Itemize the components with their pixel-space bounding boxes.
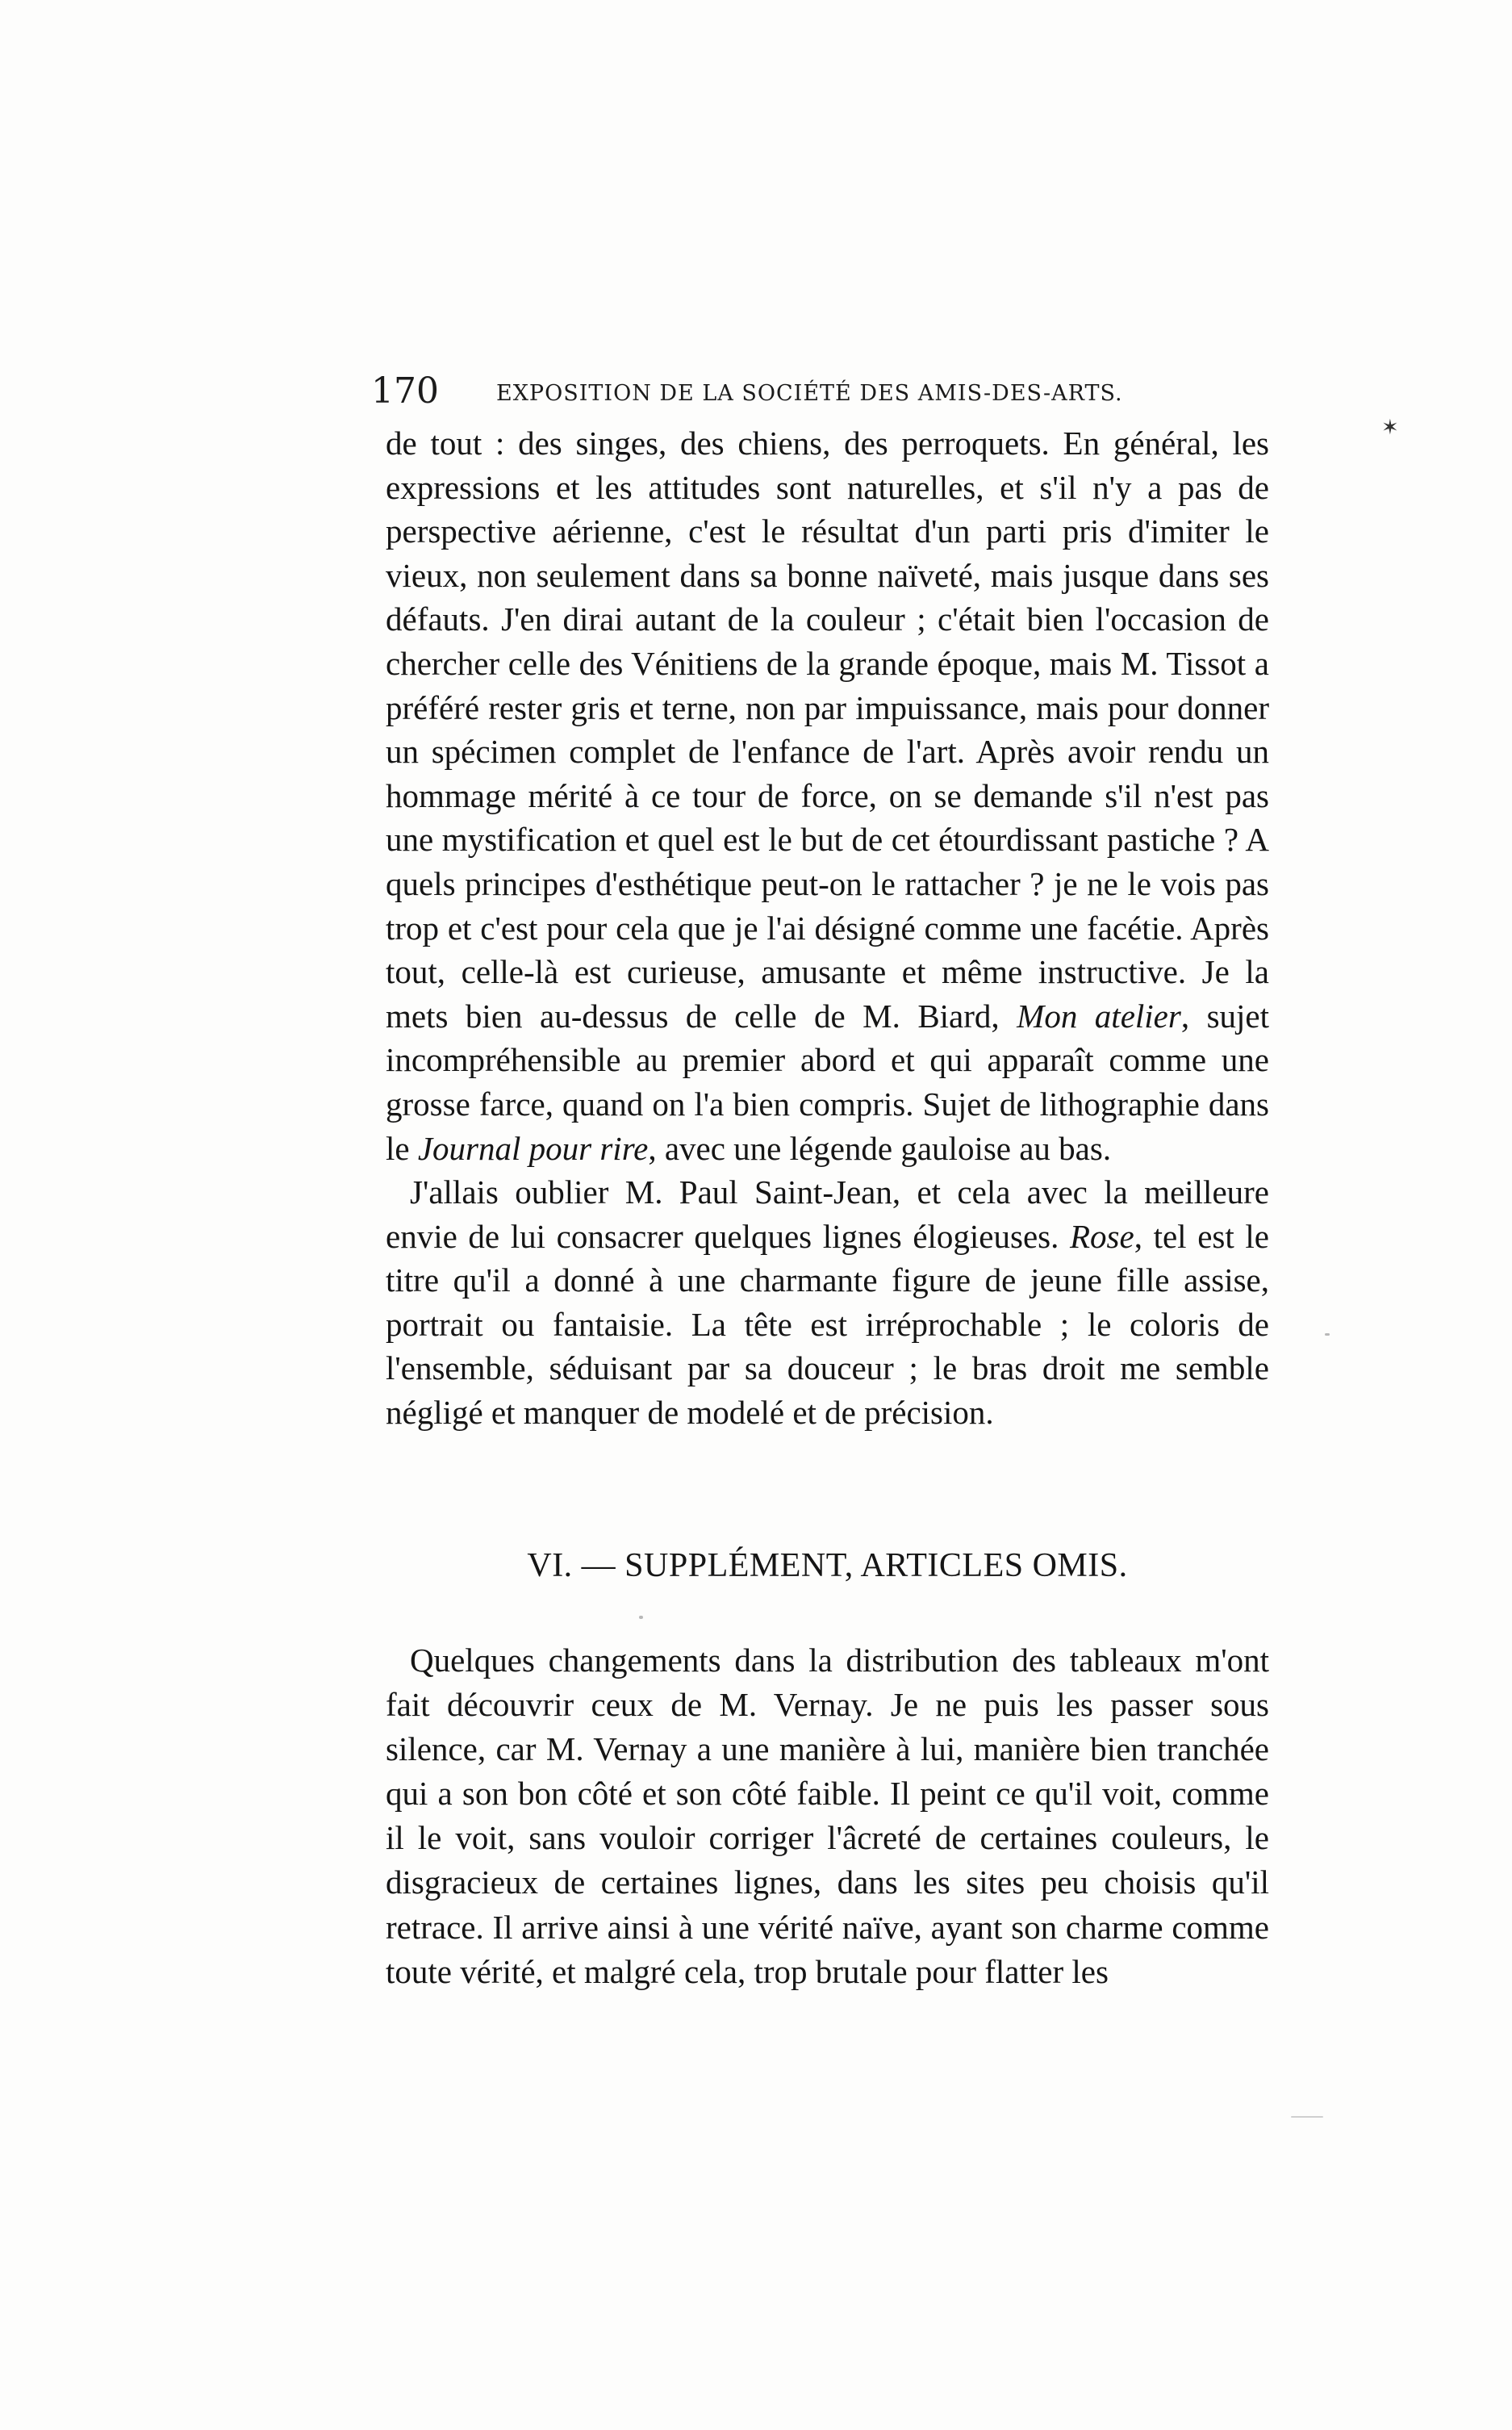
paper-speck [1291, 2116, 1323, 2118]
margin-mark-icon: ✶ [1381, 416, 1399, 440]
page-number: 170 [371, 370, 439, 412]
paragraph-2-start: J'allais oublier M. Paul Saint-Jean, et cela avec la meilleure envie de lui consacrer quelques lignes élogieuses. [386, 1173, 1269, 1255]
paragraph-1-text: de tout : des singes, des chiens, des perroquets. En général, les expressions et les attitudes sont naturelles, et s'il n'y a pas de perspective aérienne, c'est le résultat d'un parti pris d'imiter le vieux, non seulement dans sa bonne naïveté, mais jusque dans ses défauts. J'en dirai autant de la couleur ; c'était bien l'occasion de chercher celle des Vénitiens de la grande époque, mais M. Tissot a préféré rester gris et terne, non par impuissance, mais pour donner un spécimen complet de l'enfance de l'art. Après avoir rendu un hommage mérité à ce tour de force, on se demande s'il n'est pas une mystification et quel est le but de cet étourdissant pastiche ? A quels principes d'esthétique peut-on le rattacher ? je ne le vois pas trop et c'est pour cela que je l'ai désigné comme une facétie. Après tout, celle-là est curieuse, amusante et même instructive. Je la mets bien au-dessus de celle de M. Biard, [386, 425, 1269, 1035]
running-head [371, 367, 1275, 416]
paragraph-1 [386, 421, 1269, 1170]
section-heading: VI. — SUPPLÉMENT, ARTICLES OMIS. [527, 1547, 1128, 1584]
italic-title-journal: Journal pour rire [417, 1129, 649, 1167]
paragraph-2 [386, 1170, 1269, 1435]
paragraph-1-continuation: , sujet incompréhensible au premier abord et qui apparaît comme une grosse farce, quand on l'a bien compris. Sujet de lithographie dans le [386, 997, 1270, 1167]
body-text-bottom [386, 1638, 1269, 1994]
italic-title-mon-atelier: Mon atelier [1017, 997, 1181, 1035]
running-head-title: EXPOSITION DE LA SOCIÉTÉ DES AMIS-DES-ARTS. [496, 381, 1123, 406]
italic-title-rose: Rose [1070, 1217, 1134, 1255]
paper-speck [1325, 1333, 1330, 1336]
body-text-top [386, 421, 1269, 1435]
paragraph-3: Quelques changements dans la distribution des tableaux m'ont fait découvrir ceux de M. Vernay. Je ne puis les passer sous silence, car M. Vernay a une manière à lui, manière bien tranchée qui a son bon côté et son côté faible. Il peint ce qu'il voit, comme il le voit, sans vouloir corriger l'âcreté de certaines couleurs, le disgracieux de certaines lignes, dans les sites peu choisis qu'il retrace. Il arrive ainsi à une vérité naïve, ayant son charme comme toute vérité, et malgré cela, trop brutale pour flatter les [386, 1642, 1269, 1990]
paragraph-1-ending: , avec une légende gauloise au bas. [648, 1129, 1112, 1167]
paper-speck [639, 1616, 643, 1619]
paragraph-2-end: , tel est le titre qu'il a donné à une charmante figure de jeune fille assise, portrait ou fantaisie. La tête est irréprochable ; le coloris de l'ensemble, séduisant par sa douceur ; le bras droit me semble négligé et manquer de modelé et de précision. [386, 1217, 1269, 1432]
